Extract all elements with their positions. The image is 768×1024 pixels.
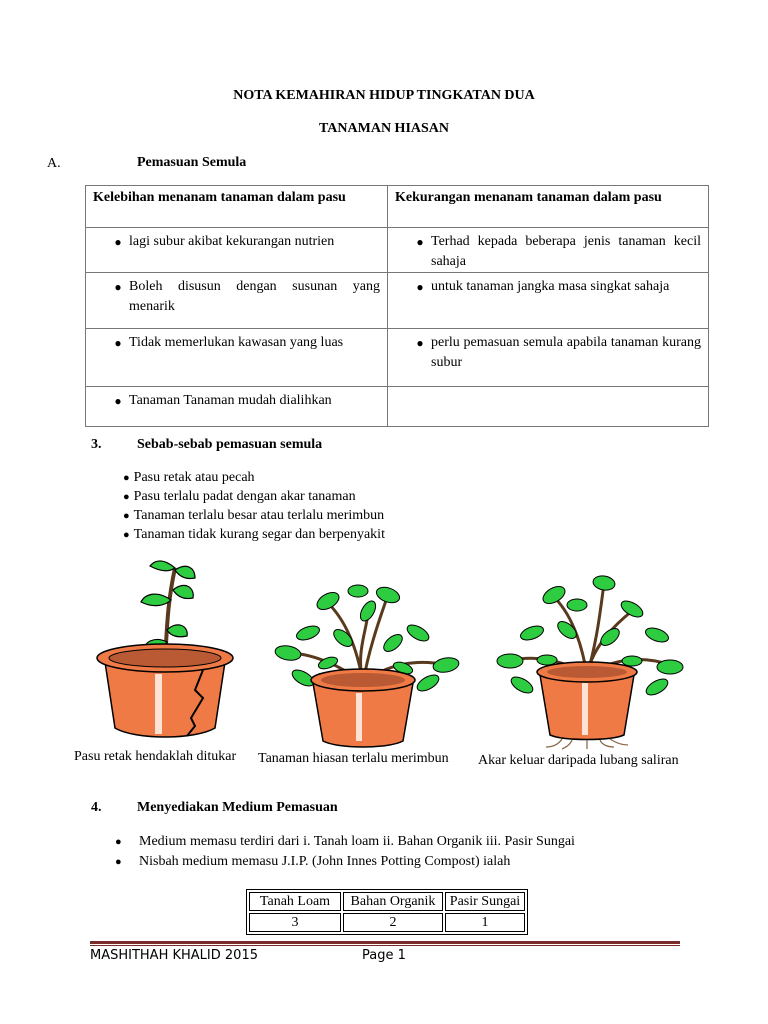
bullet-icon: ● (115, 836, 122, 848)
table-header-row (86, 186, 709, 228)
list-item: ● Tanaman terlalu besar atau terlalu merimbun (123, 508, 385, 523)
section-3-title: Sebab-sebab pemasuan semula (137, 437, 323, 452)
bullet-icon: ● (123, 529, 130, 541)
table-header-disadvantages: Kekurangan menanam tanaman dalam pasu (388, 186, 709, 228)
caption-overgrown: Tanaman hiasan terlalu merimbun (258, 751, 449, 766)
table-row (249, 913, 525, 932)
table-row (86, 228, 709, 273)
bullet-icon: ● (114, 235, 122, 249)
list-item: ● Medium memasu terdiri dari i. Tanah loam ii. Bahan Organik iii. Pasir Sungai (115, 832, 575, 852)
overgrown-plant-illustration (268, 583, 463, 748)
list-item: ● Tanaman tidak kurang segar dan berpenyakit (123, 527, 385, 542)
bullet-icon: ● (123, 510, 130, 522)
list-item: ● Pasu terlalu padat dengan akar tanaman (123, 489, 356, 504)
section-3-number: 3. (91, 437, 102, 452)
page-subtitle: TANAMAN HIASAN (318, 121, 450, 136)
ratio-header-organic: Bahan Organik (343, 892, 443, 911)
section-4-number: 4. (91, 800, 102, 815)
footer-rule-thin (90, 945, 680, 946)
table-row (86, 329, 709, 387)
bullet-icon: ● (416, 235, 424, 249)
ratio-value-loam: 3 (249, 913, 341, 932)
list-item: ● Pasu retak atau pecah (123, 470, 255, 485)
comparison-table (85, 185, 709, 427)
bullet-icon: ● (114, 394, 122, 408)
section-a-title: Pemasuan Semula (137, 155, 247, 170)
cracked-pot-illustration (95, 550, 235, 742)
section-a-number: A. (47, 156, 61, 171)
ratio-header-loam: Tanah Loam (249, 892, 341, 911)
ratio-value-sand: 1 (445, 913, 525, 932)
bullet-icon: ● (416, 280, 424, 294)
caption-roots: Akar keluar daripada lubang saliran (478, 753, 679, 768)
section-4-title: Menyediakan Medium Pemasuan (137, 800, 338, 815)
ratio-header-sand: Pasir Sungai (445, 892, 525, 911)
ratio-value-organic: 2 (343, 913, 443, 932)
table-row (86, 387, 709, 427)
table-row (249, 892, 525, 911)
table-cell: perlu pemasuan semula apabila tanaman kurang subur (431, 335, 701, 370)
bullet-icon: ● (114, 336, 122, 350)
bullet-icon: ● (416, 336, 424, 350)
footer-author: MASHITHAH KHALID 2015 (90, 948, 258, 963)
table-row (86, 273, 709, 329)
bullet-icon: ● (123, 491, 130, 503)
ratio-table (246, 889, 528, 935)
table-cell: lagi subur akibat kekurangan nutrien (129, 234, 335, 249)
bullet-icon: ● (114, 280, 122, 294)
medium-list (115, 832, 575, 872)
table-cell: Terhad kepada beberapa jenis tanaman kecil sahaja (431, 234, 701, 269)
table-header-advantages: Kelebihan menanam tanaman dalam pasu (86, 186, 388, 228)
list-item: ● Nisbah medium memasu J.I.P. (John Innes Potting Compost) ialah (115, 852, 575, 872)
table-cell: Tidak memerlukan kawasan yang luas (129, 335, 344, 350)
caption-cracked-pot: Pasu retak hendaklah ditukar (74, 749, 237, 764)
bullet-icon: ● (115, 856, 122, 868)
footer-page-number: Page 1 (362, 948, 406, 963)
bullet-icon: ● (123, 472, 130, 484)
table-cell: Boleh disusun dengan susunan yang menarik (129, 279, 380, 314)
table-cell: untuk tanaman jangka masa singkat sahaja (431, 279, 670, 294)
roots-out-illustration (492, 575, 687, 750)
reasons-list (123, 468, 385, 544)
table-cell: Tanaman Tanaman mudah dialihkan (129, 393, 332, 408)
table-cell-empty (388, 387, 709, 427)
footer-rule (90, 941, 680, 944)
page-title: NOTA KEMAHIRAN HIDUP TINGKATAN DUA (233, 88, 535, 103)
